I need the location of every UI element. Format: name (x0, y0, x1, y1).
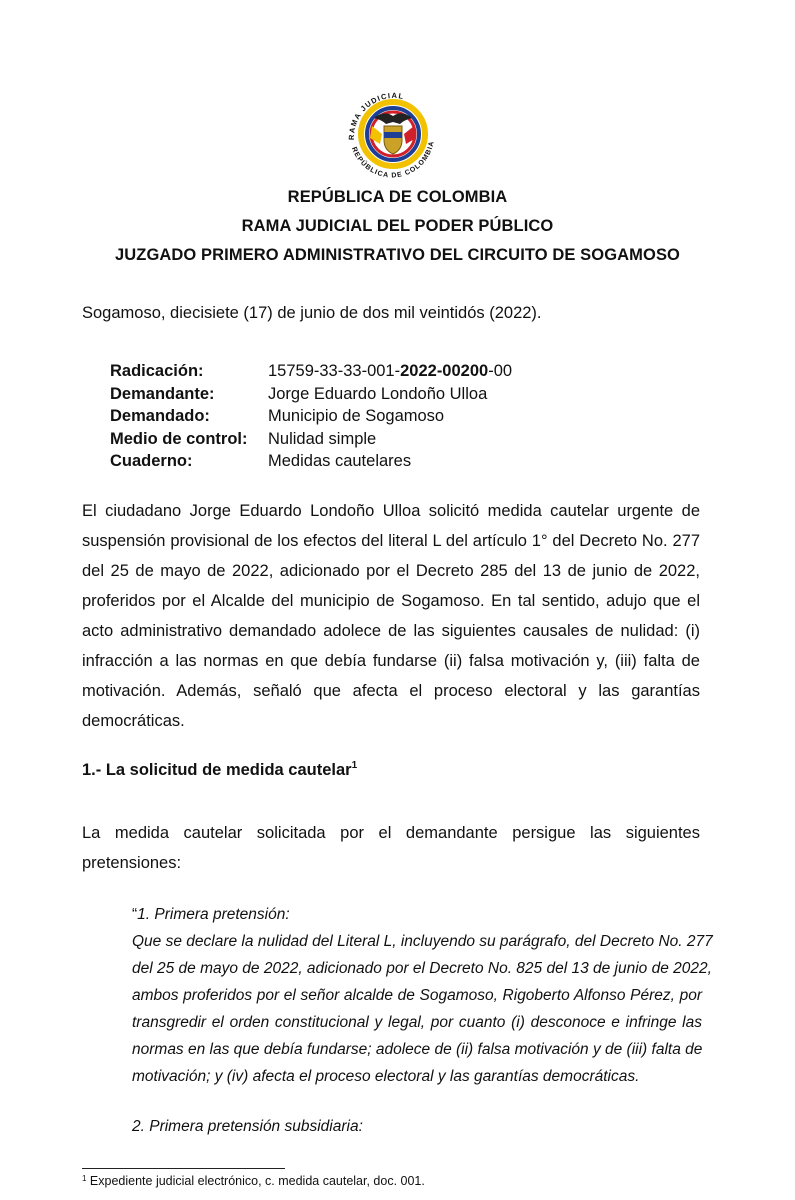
paragraph-pretensiones (82, 818, 700, 878)
paragraph-line: infracción a las normas en que debía fundarse (ii) falsa motivación y, (iii) falta de (82, 652, 700, 670)
quote-subheading: 2. Primera pretensión subsidiaria: (132, 1118, 363, 1135)
footnote-divider (82, 1168, 285, 1169)
radicacion-number: 2022-00200 (400, 362, 489, 380)
radicacion-suffix: -00 (488, 362, 513, 380)
quote-open-mark: “ (132, 906, 138, 923)
case-label-medio: Medio de control: (110, 429, 248, 448)
paragraph-line: La medida cautelar solicitada por el demandante persigue las siguientes (82, 824, 700, 842)
case-label-demandante: Demandante: (110, 384, 215, 403)
paragraph-line: pretensiones: (82, 854, 182, 872)
paragraph-summary (82, 496, 700, 736)
heading-branch: RAMA JUDICIAL DEL PODER PÚBLICO (241, 217, 554, 235)
case-value-demandado: Municipio de Sogamoso (268, 407, 445, 425)
case-row-cuaderno (110, 452, 512, 475)
paragraph-line: proferidos por el Alcalde del municipio de Sogamoso. En tal sentido, adujo que el (82, 592, 700, 610)
quote-line: motivación; y (iv) afecta el proceso electoral y las garantías democráticas. (132, 1068, 640, 1085)
heading-country: REPÚBLICA DE COLOMBIA (287, 188, 508, 206)
case-label-cuaderno: Cuaderno: (110, 452, 193, 470)
case-label-demandado: Demandado: (110, 407, 210, 425)
case-value-demandante: Jorge Eduardo Londoño Ulloa (268, 384, 488, 403)
date-line: Sogamoso, diecisiete (17) de junio de dos mil veintidós (2022). (82, 304, 542, 322)
quote-line: Que se declare la nulidad del Literal L, incluyendo su parágrafo, del Decreto No. 277 (132, 933, 713, 950)
paragraph-line: El ciudadano Jorge Eduardo Londoño Ulloa solicitó medida cautelar urgente de (82, 502, 700, 520)
quote-heading-text: 1. Primera pretensión: (137, 906, 290, 923)
seal-arc-bottom-text: REPÚBLICA DE COLOMBIA (350, 140, 436, 180)
case-value-radicacion (268, 362, 512, 385)
rama-judicial-seal (334, 82, 452, 184)
footnote-ref[interactable]: 1 (351, 760, 358, 771)
shield-icon (384, 126, 402, 154)
quote-line: ambos proferidos por el señor alcalde de Sogamoso, Rigoberto Alfonso Pérez, por (132, 987, 702, 1004)
paragraph-line: democráticas. (82, 712, 185, 730)
footnote (82, 1174, 425, 1188)
radicacion-prefix: 15759-33-33-001- (268, 362, 401, 380)
case-label-radicacion: Radicación: (110, 362, 204, 380)
quote-line: normas en las que debía fundarse; adolece de (ii) falsa motivación y de (iii) falta de (132, 1041, 703, 1058)
case-info-table (110, 362, 512, 475)
case-value-cuaderno: Medidas cautelares (268, 452, 412, 470)
case-row-demandante (110, 385, 512, 408)
quote-heading (132, 906, 702, 933)
seal-arc-top-text: RAMA JUDICIAL (346, 90, 406, 141)
quote-block (132, 906, 713, 1095)
paragraph-line: del 25 de mayo de 2022, adicionado por el Decreto 285 del 13 de junio de 2022, (82, 562, 700, 580)
paragraph-line: acto administrativo demandado adolece de las siguientes causales de nulidad: (i) (82, 622, 700, 640)
case-row-demandado (110, 407, 512, 430)
case-value-medio: Nulidad simple (268, 429, 377, 448)
case-row-radicacion (110, 362, 512, 385)
shield-band (384, 132, 402, 138)
section-title-text: 1.- La solicitud de medida cautelar (82, 761, 352, 779)
paragraph-line: suspensión provisional de los efectos del literal L del artículo 1° del Decreto No. 277 (82, 532, 700, 550)
condor-icon (374, 113, 412, 124)
quote-line: transgredir el orden constitucional y legal, por cuanto (i) desconoce e infringe las (132, 1014, 702, 1031)
section-title (82, 760, 357, 780)
quote-subheading-block (132, 1118, 702, 1145)
footnote-text: Expediente judicial electrónico, c. medida cautelar, doc. 001. (86, 1174, 425, 1188)
paragraph-line: motivación. Además, señaló que afecta el proceso electoral y las garantías (82, 682, 700, 700)
case-row-medio (110, 430, 512, 453)
heading-court: JUZGADO PRIMERO ADMINISTRATIVO DEL CIRCUITO DE SOGAMOSO (114, 246, 680, 264)
quote-line: del 25 de mayo de 2022, adicionado por el Decreto No. 825 del 13 de junio de 2022, (132, 960, 712, 977)
footnote-number: 1 (82, 1174, 87, 1183)
